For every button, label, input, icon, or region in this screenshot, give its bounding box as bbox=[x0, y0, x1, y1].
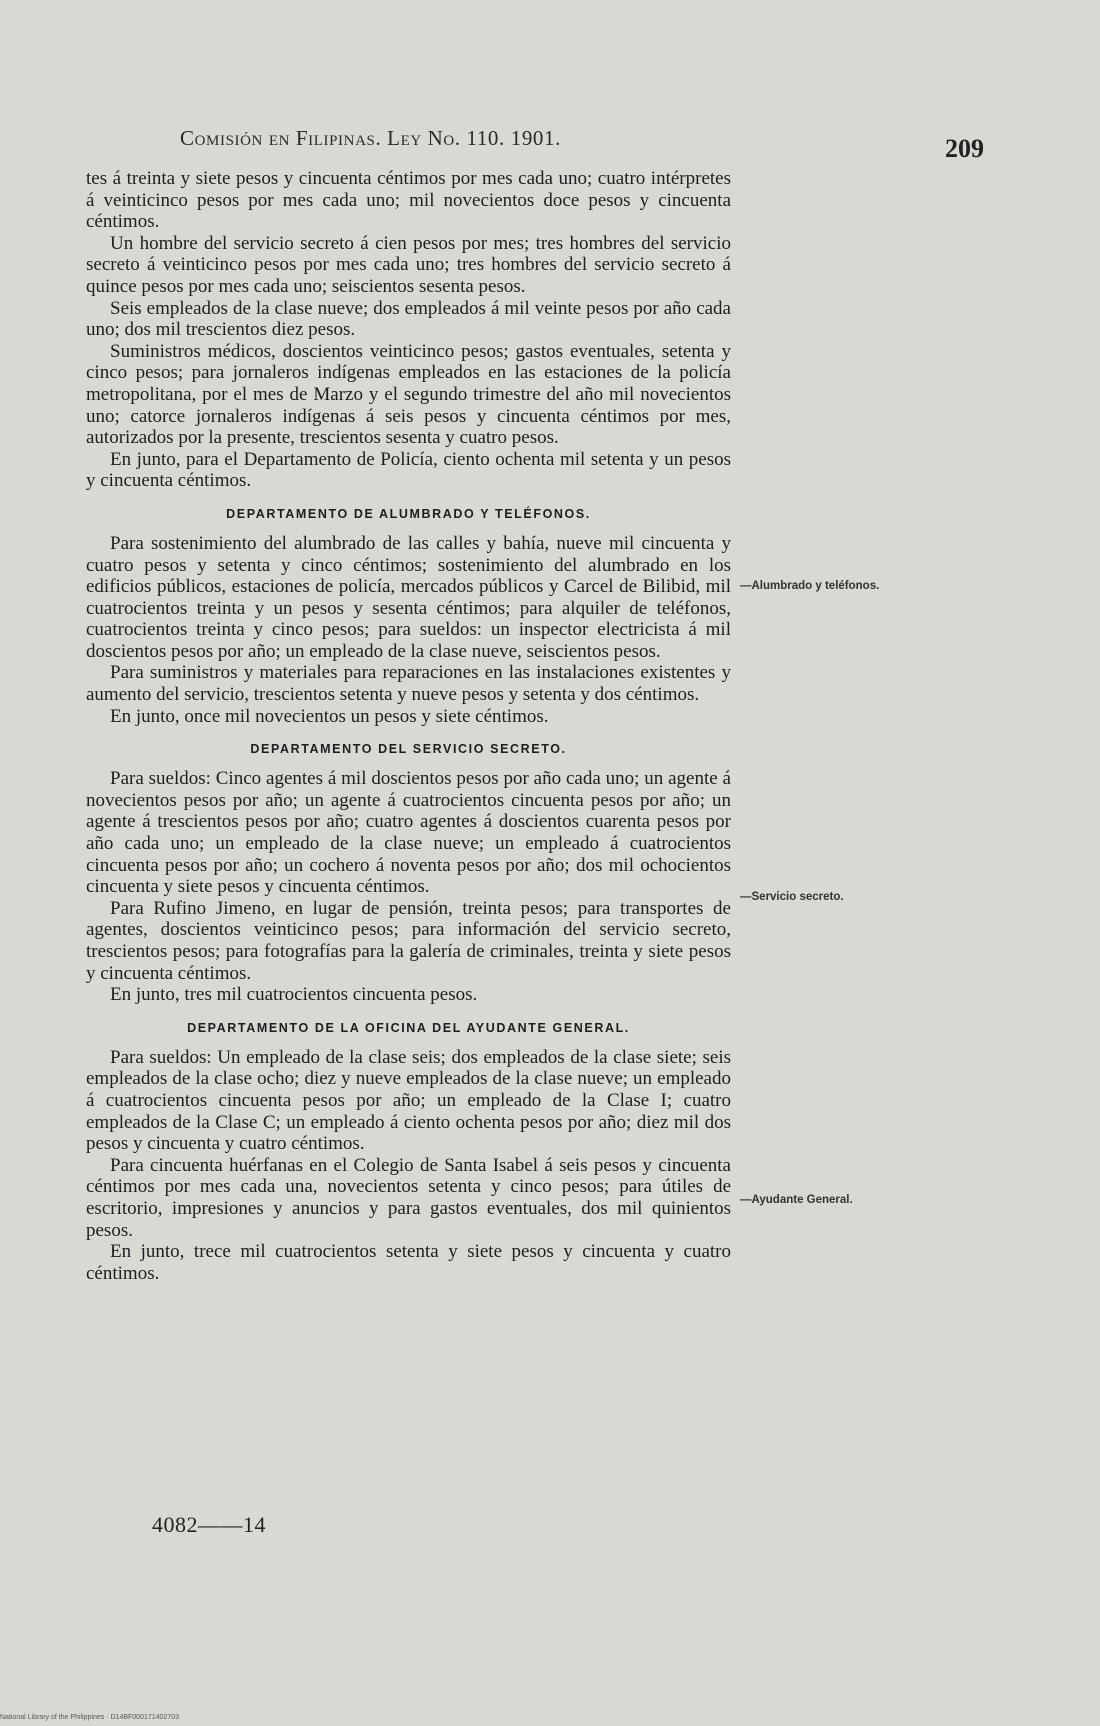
scan-footer: National Library of the Philippines · D14BF000171402703 bbox=[0, 1714, 180, 1721]
paragraph: Para suministros y materiales para reparaciones en las instalaciones existentes y aumento del servicio, trescientos setenta y nueve pesos y setenta y dos céntimos. bbox=[86, 662, 731, 706]
main-text-column bbox=[86, 168, 731, 1284]
paragraph: Suministros médicos, doscientos veinticinco pesos; gastos eventuales, setenta y cinco pesos; para jornaleros indígenas empleados en las estaciones de la policía metropolitana, por el mes de Marzo y el segundo trimestre del año mil novecientos uno; catorce jornaleros indígenas á seis pesos y cincuenta céntimos por mes, autorizados por la presente, trescientos sesenta y cuatro pesos. bbox=[86, 340, 731, 449]
paragraph: Un hombre del servicio secreto á cien pesos por mes; tres hombres del servicio secreto á veinticinco pesos por mes cada uno; tres hombres del servicio secreto á quince pesos por mes cada uno; seiscientos sesenta pesos. bbox=[86, 232, 731, 297]
paragraph-total: En junto, once mil novecientos un pesos y siete céntimos. bbox=[110, 705, 549, 727]
running-title: Comisión en Filipinas. Ley No. 110. 1901. bbox=[180, 126, 561, 150]
paragraph: Para sueldos: Un empleado de la clase seis; dos empleados de la clase siete; seis empleados de la clase ocho; diez y nueve empleados de la clase nueve; un empleado á cuatrocientos cincuenta pesos por año; un empleado de la Clase I; cuatro empleados de la Clase C; un empleado á ciento ochenta pesos por año; diez mil dos pesos y cincuenta y cuatro céntimos. bbox=[86, 1046, 731, 1155]
printer-signature: 4082——14 bbox=[152, 1512, 266, 1537]
paragraph: Para sostenimiento del alumbrado de las calles y bahía, nueve mil cincuenta y cuatro pesos y setenta y cinco céntimos; sostenimiento del alumbrado en los edificios públicos, estaciones de policía, mercados públicos y Carcel de Bilibid, mil cuatrocientos treinta y un pesos y sesenta céntimos; para alquiler de teléfonos, cuatrocientos treinta y cinco pesos; para sueldos: un inspector electricista á mil doscientos pesos por año; un empleado de la clase nueve, seiscientos pesos. bbox=[86, 532, 731, 662]
running-header bbox=[0, 120, 1100, 163]
margin-note-alumbrado: —Alumbrado y teléfonos. bbox=[740, 580, 880, 592]
paragraph: Para sueldos: Cinco agentes á mil doscientos pesos por año cada uno; un agente á novecientos pesos por año; un agente á cuatrocientos cincuenta pesos por año; un agente á trescientos pesos por año; cuatro agentes á doscientos cuarenta pesos por año cada uno; un empleado de la clase nueve; un empleado á cuatrocientos cincuenta pesos por año; un cochero á noventa pesos por año; dos mil ochocientos cincuenta y siete pesos y cincuenta céntimos. bbox=[86, 768, 731, 898]
section-heading: DEPARTAMENTO DE LA OFICINA DEL AYUDANTE GENERAL. bbox=[187, 1020, 630, 1035]
paragraph-total: En junto, para el Departamento de Policía, ciento ochenta mil setenta y un pesos y cincuenta céntimos. bbox=[86, 448, 731, 492]
section-heading: DEPARTAMENTO DEL SERVICIO SECRETO. bbox=[250, 742, 567, 757]
paragraph-total: En junto, tres mil cuatrocientos cincuenta pesos. bbox=[110, 984, 478, 1006]
paragraph-total: En junto, trece mil cuatrocientos setenta y siete pesos y cincuenta y cuatro céntimos. bbox=[86, 1241, 731, 1284]
paragraph: Para Rufino Jimeno, en lugar de pensión, treinta pesos; para transportes de agentes, doscientos veinticinco pesos; para información del servicio secreto, trescientos pesos; para fotografías para la galería de criminales, treinta y siete pesos y cincuenta céntimos. bbox=[86, 897, 731, 984]
section-heading: DEPARTAMENTO DE ALUMBRADO Y TELÉFONOS. bbox=[226, 506, 591, 521]
paragraph: tes á treinta y siete pesos y cincuenta céntimos por mes cada uno; cuatro intérpretes á veinticinco pesos por mes cada uno; mil novecientos doce pesos y cincuenta céntimos. bbox=[86, 168, 731, 233]
margin-note-ayudante-general: —Ayudante General. bbox=[740, 1194, 853, 1206]
margin-note-servicio-secreto: —Servicio secreto. bbox=[740, 891, 844, 903]
paragraph: Para cincuenta huérfanas en el Colegio de Santa Isabel á seis pesos y cincuenta céntimos por mes cada una, novecientos setenta y cinco pesos; para útiles de escritorio, impresiones y anuncios y para gastos eventuales, dos mil quinientos pesos. bbox=[86, 1154, 731, 1241]
paragraph: Seis empleados de la clase nueve; dos empleados á mil veinte pesos por año cada uno; dos mil trescientos diez pesos. bbox=[86, 297, 731, 341]
page-number: 209 bbox=[945, 134, 984, 163]
